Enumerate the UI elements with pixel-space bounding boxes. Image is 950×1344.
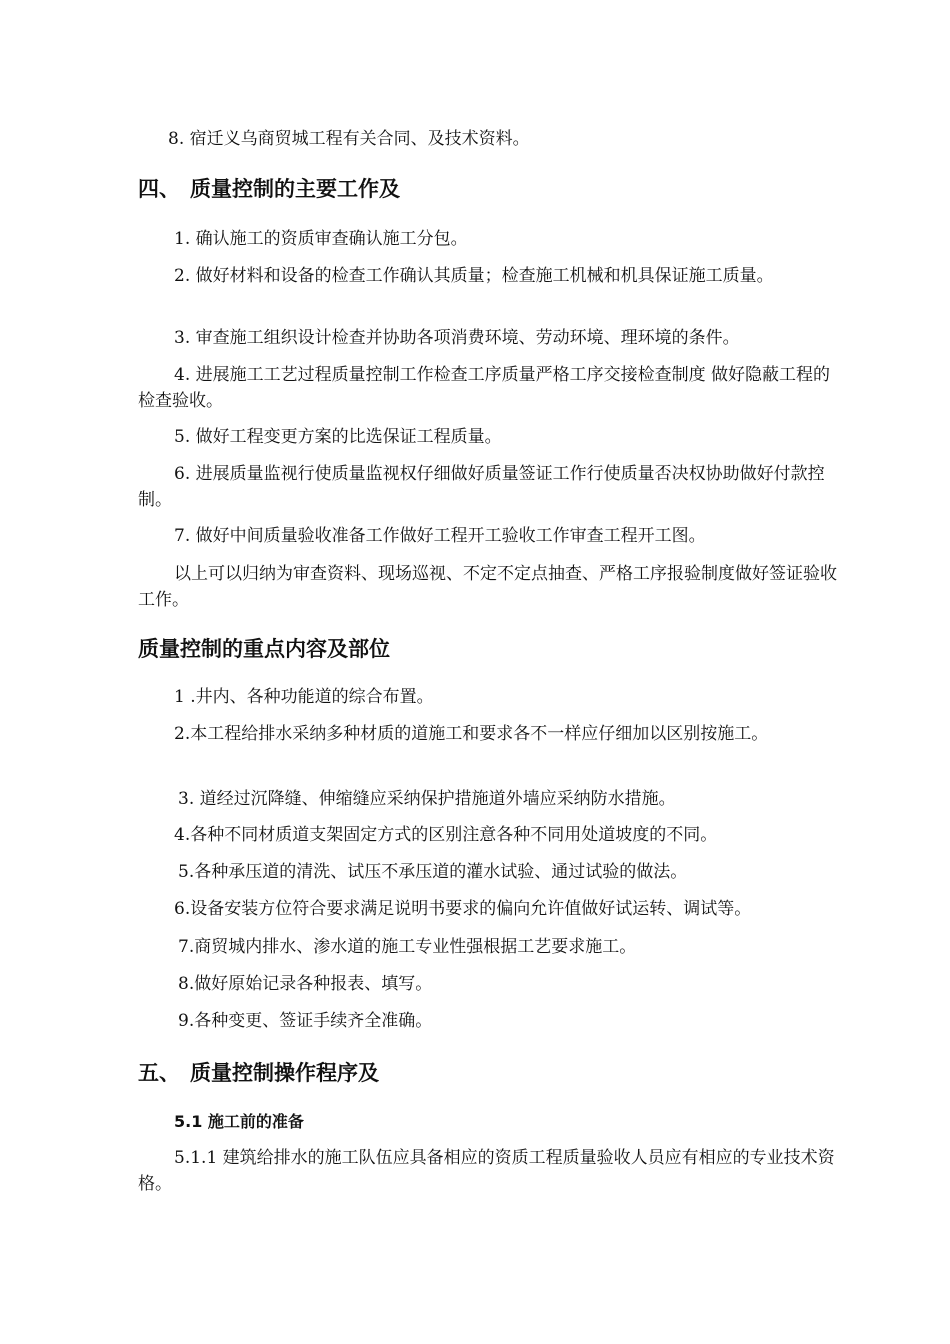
summary-paragraph: 以上可以归纳为审查资料、现场巡视、不定不定点抽查、严格工序报验制度做好签证验收工作。 <box>138 564 837 610</box>
list-item: 5. 做好工程变更方案的比选保证工程质量。 <box>174 427 502 447</box>
list-item: 8.做好原始记录各种报表、填写。 <box>178 974 433 994</box>
list-item: 3. 道经过沉降缝、伸缩缝应采纳保护措施道外墙应采纳防水措施。 <box>178 789 676 809</box>
section-number: 四、 <box>138 177 180 201</box>
list-item: 6.设备安装方位符合要求满足说明书要求的偏向允许值做好试运转、调试等。 <box>174 899 752 919</box>
list-item: 6. 进展质量监视行使质量监视权仔细做好质量签证工作行使质量否决权协助做好付款控制。 <box>138 464 825 510</box>
paragraph: 5.1.1 建筑给排水的施工队伍应具备相应的资质工程质量验收人员应有相应的专业技术资格。 <box>138 1148 835 1194</box>
section-heading <box>138 174 400 204</box>
list-item: 1 .井内、各种功能道的综合布置。 <box>174 687 434 707</box>
list-item: 2. 做好材料和设备的检查工作确认其质量；检查施工机械和机具保证施工质量。 <box>174 266 774 286</box>
list-item: 1. 确认施工的资质审查确认施工分包。 <box>174 229 468 249</box>
list-item: 5.各种承压道的清洗、试压不承压道的灌水试验、通过试验的做法。 <box>178 862 688 882</box>
list-item: 7.商贸城内排水、渗水道的施工专业性强根据工艺要求施工。 <box>178 937 637 957</box>
list-item: 4. 进展施工工艺过程质量控制工作检查工序质量严格工序交接检查制度 做好隐蔽工程的检查验收。 <box>138 365 831 411</box>
section-heading <box>138 1058 379 1088</box>
list-item: 2.本工程给排水采纳多种材质的道施工和要求各不一样应仔细加以区别按施工。 <box>174 724 769 744</box>
list-item: 3. 审查施工组织设计检查并协助各项消费环境、劳动环境、理环境的条件。 <box>174 328 740 348</box>
list-item: 4.各种不同材质道支架固定方式的区别注意各种不同用处道坡度的不同。 <box>174 825 718 845</box>
section-title: 质量控制的主要工作及 <box>190 177 400 201</box>
section-title: 质量控制的重点内容及部位 <box>138 637 390 661</box>
subsection-heading: 5.1 施工前的准备 <box>174 1112 304 1131</box>
section-number: 五、 <box>138 1061 180 1085</box>
section-title: 质量控制操作程序及 <box>190 1061 379 1085</box>
section-heading <box>138 634 390 664</box>
list-item: 9.各种变更、签证手续齐全准确。 <box>178 1011 433 1031</box>
list-item: 7. 做好中间质量验收准备工作做好工程开工验收工作审查工程开工图。 <box>174 526 706 546</box>
list-item: 8. 宿迁义乌商贸城工程有关合同、及技术资料。 <box>168 129 530 149</box>
